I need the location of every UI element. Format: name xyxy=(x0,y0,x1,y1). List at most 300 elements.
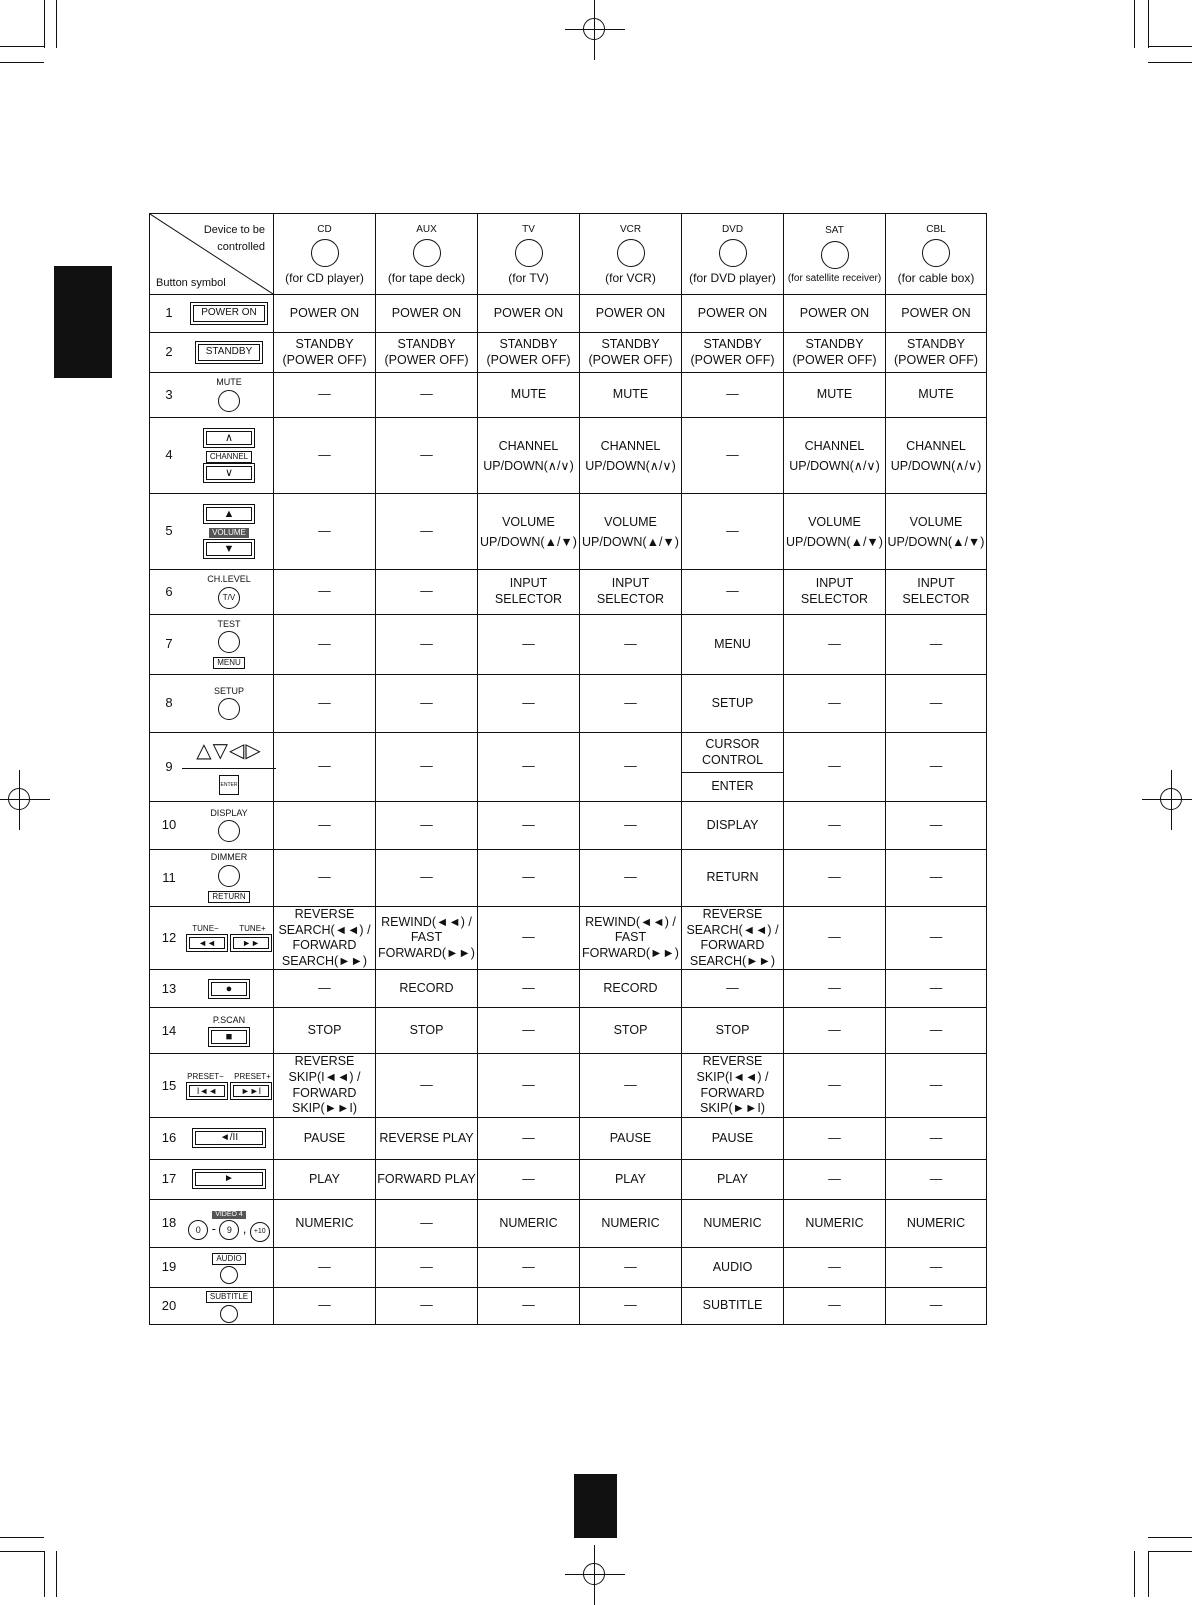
row-number: 3 xyxy=(165,386,173,402)
function-cell-cd: — xyxy=(274,373,376,418)
function-cell-dvd: SETUP xyxy=(682,675,784,733)
remote-function-table xyxy=(149,213,987,1325)
function-cell-aux: REVERSE PLAY xyxy=(376,1117,478,1159)
left-caption: PRESET− xyxy=(187,1071,224,1081)
down-button: ▼ xyxy=(203,539,255,559)
function-cell-sat: CHANNEL UP/DOWN(∧/∨) xyxy=(784,418,886,494)
button-symbol-graphic xyxy=(182,574,276,609)
numeric-zero-button: 0 xyxy=(188,1220,208,1240)
table-row xyxy=(150,1159,987,1199)
device-button-icon xyxy=(922,239,950,267)
function-cell-vcr: NUMERIC xyxy=(580,1199,682,1247)
function-cell-vcr: PAUSE xyxy=(580,1117,682,1159)
function-cell-sat: MUTE xyxy=(784,373,886,418)
function-cell-dvd: PLAY xyxy=(682,1159,784,1199)
table-row xyxy=(150,1247,987,1287)
function-cell-tv: — xyxy=(478,675,580,733)
button-symbol-cell xyxy=(150,1054,274,1118)
function-cell-vcr: INPUT SELECTOR xyxy=(580,570,682,615)
button-symbol-cell xyxy=(150,295,274,333)
function-cell-vcr: REWIND(◄◄) / FAST FORWARD(►►) xyxy=(580,906,682,970)
function-cell-aux: — xyxy=(376,801,478,849)
function-cell-cbl: — xyxy=(886,615,987,675)
function-cell-cd: POWER ON xyxy=(274,295,376,333)
function-cell-aux: POWER ON xyxy=(376,295,478,333)
button-symbol-cell xyxy=(150,801,274,849)
wide-button: ◄/II xyxy=(192,1128,266,1148)
function-cell-cbl: STANDBY (POWER OFF) xyxy=(886,333,987,373)
button-caption: DISPLAY xyxy=(210,807,248,818)
function-cell-sat: — xyxy=(784,733,886,802)
enter-text: ENTER xyxy=(711,779,754,794)
function-cell-cd: — xyxy=(274,615,376,675)
function-cell-tv: — xyxy=(478,849,580,906)
function-cell-tv: POWER ON xyxy=(478,295,580,333)
numeric-nine-button: 9 xyxy=(219,1220,239,1240)
device-name: SAT xyxy=(825,225,844,236)
device-button-icon xyxy=(515,239,543,267)
function-cell-cbl: VOLUME UP/DOWN(▲/▼) xyxy=(886,494,987,570)
function-cell-tv: — xyxy=(478,970,580,1008)
function-cell-vcr: CHANNEL UP/DOWN(∧/∨) xyxy=(580,418,682,494)
device-button-icon xyxy=(413,239,441,267)
function-cell-vcr: — xyxy=(580,733,682,802)
function-cell-vcr: STANDBY (POWER OFF) xyxy=(580,333,682,373)
button-symbol-graphic xyxy=(182,341,276,364)
function-cell-dvd xyxy=(682,733,784,802)
function-cell-aux: — xyxy=(376,1054,478,1118)
function-cell-aux: FORWARD PLAY xyxy=(376,1159,478,1199)
crop-mark xyxy=(44,1551,45,1597)
device-description: (for DVD player) xyxy=(689,271,776,286)
function-cell-sat: POWER ON xyxy=(784,295,886,333)
function-cell-dvd: AUDIO xyxy=(682,1247,784,1287)
function-cell-aux: — xyxy=(376,494,478,570)
row-number: 18 xyxy=(161,1215,177,1231)
circle-button-icon xyxy=(220,1305,238,1323)
function-cell-vcr: VOLUME UP/DOWN(▲/▼) xyxy=(580,494,682,570)
table-row xyxy=(150,801,987,849)
function-cell-cbl: INPUT SELECTOR xyxy=(886,570,987,615)
button-sub-caption: RETURN xyxy=(208,891,249,903)
function-cell-dvd: NUMERIC xyxy=(682,1199,784,1247)
circle-button-icon xyxy=(218,820,240,842)
registration-mark-top xyxy=(565,0,625,60)
function-cell-sat: — xyxy=(784,1008,886,1054)
section-tab xyxy=(54,266,112,378)
table-row xyxy=(150,494,987,570)
function-cell-cd: — xyxy=(274,418,376,494)
button-caption: SUBTITLE xyxy=(206,1291,252,1303)
crop-mark xyxy=(1148,1537,1192,1538)
button-symbol-cell xyxy=(150,1117,274,1159)
button-symbol-graphic xyxy=(182,1128,276,1148)
function-cell-cd: NUMERIC xyxy=(274,1199,376,1247)
function-cell-cd: REVERSE SEARCH(◄◄) / FORWARD SEARCH(►►) xyxy=(274,906,376,970)
function-cell-sat: — xyxy=(784,675,886,733)
page-number-block xyxy=(574,1474,617,1538)
function-cell-vcr: PLAY xyxy=(580,1159,682,1199)
table-row xyxy=(150,849,987,906)
button-symbol-cell xyxy=(150,1199,274,1247)
button-symbol-graphic xyxy=(182,1250,276,1286)
button-symbol-cell xyxy=(150,570,274,615)
right-caption: TUNE+ xyxy=(239,924,266,934)
crop-mark xyxy=(0,1537,44,1538)
button-symbol-cell xyxy=(150,1287,274,1324)
right-skip-button: ►► xyxy=(230,934,272,952)
right-skip-button: ►►I xyxy=(230,1082,272,1100)
crop-mark xyxy=(0,1551,44,1552)
function-cell-aux: — xyxy=(376,373,478,418)
function-cell-tv: NUMERIC xyxy=(478,1199,580,1247)
function-cell-dvd: REVERSE SEARCH(◄◄) / FORWARD SEARCH(►►) xyxy=(682,906,784,970)
table-row xyxy=(150,1054,987,1118)
row-number: 7 xyxy=(165,636,173,652)
button-symbol-graphic xyxy=(182,1288,276,1324)
circle-button-icon xyxy=(220,1266,238,1284)
button-caption: VOLUME xyxy=(209,528,249,538)
row-number: 20 xyxy=(161,1297,177,1313)
function-cell-vcr: — xyxy=(580,801,682,849)
button-caption: CH.LEVEL xyxy=(207,574,251,585)
function-cell-aux: RECORD xyxy=(376,970,478,1008)
function-cell-sat: — xyxy=(784,1117,886,1159)
function-cell-cbl: — xyxy=(886,1117,987,1159)
function-cell-cbl: — xyxy=(886,906,987,970)
button-caption: AUDIO xyxy=(212,1253,245,1265)
function-cell-cbl: — xyxy=(886,733,987,802)
function-cell-tv: — xyxy=(478,733,580,802)
button-symbol-graphic xyxy=(182,1169,276,1189)
function-cell-sat: — xyxy=(784,849,886,906)
button-symbol-graphic xyxy=(182,428,276,484)
button-symbol-graphic xyxy=(182,504,276,560)
function-cell-vcr: MUTE xyxy=(580,373,682,418)
function-cell-sat: — xyxy=(784,615,886,675)
function-cell-tv: — xyxy=(478,1008,580,1054)
button-symbol-graphic xyxy=(182,808,276,843)
function-cell-tv: MUTE xyxy=(478,373,580,418)
function-cell-sat: — xyxy=(784,1159,886,1199)
row-number: 9 xyxy=(165,758,173,774)
function-cell-sat: — xyxy=(784,1287,886,1324)
function-cell-cd: STANDBY (POWER OFF) xyxy=(274,333,376,373)
function-cell-cd: — xyxy=(274,675,376,733)
function-cell-cd: REVERSE SKIP(I◄◄) / FORWARD SKIP(►►I) xyxy=(274,1054,376,1118)
function-cell-dvd: POWER ON xyxy=(682,295,784,333)
button-caption: DIMMER xyxy=(210,852,248,863)
table-row xyxy=(150,333,987,373)
registration-mark-bottom xyxy=(565,1545,625,1605)
crop-mark xyxy=(1148,46,1192,47)
circle-button-icon: T/V xyxy=(218,587,240,609)
button-symbol-cell xyxy=(150,333,274,373)
row-number: 17 xyxy=(161,1171,177,1187)
function-cell-aux: — xyxy=(376,675,478,733)
row-number: 12 xyxy=(161,930,177,945)
function-cell-aux: — xyxy=(376,849,478,906)
crop-mark xyxy=(1148,1551,1192,1552)
device-name: VCR xyxy=(619,223,642,235)
table-row xyxy=(150,418,987,494)
function-cell-dvd: PAUSE xyxy=(682,1117,784,1159)
button-symbol-graphic xyxy=(182,302,276,325)
button-symbol-cell xyxy=(150,373,274,418)
function-cell-cd: PAUSE xyxy=(274,1117,376,1159)
device-name: CBL xyxy=(926,223,946,235)
circle-button-icon xyxy=(218,631,240,653)
row-number: 2 xyxy=(165,344,173,360)
device-name: CD xyxy=(317,223,332,235)
device-description: (for cable box) xyxy=(897,271,975,286)
button-symbol-cell xyxy=(150,615,274,675)
button-symbol-cell xyxy=(150,675,274,733)
function-cell-cbl: CHANNEL UP/DOWN(∧/∨) xyxy=(886,418,987,494)
button-caption: P.SCAN xyxy=(212,1015,246,1026)
function-cell-vcr: — xyxy=(580,1247,682,1287)
button-symbol-cell xyxy=(150,733,274,802)
function-cell-tv: — xyxy=(478,1054,580,1118)
function-cell-aux: STANDBY (POWER OFF) xyxy=(376,333,478,373)
device-header-cd xyxy=(274,214,376,295)
device-header-cbl xyxy=(886,214,987,295)
function-cell-aux: — xyxy=(376,1199,478,1247)
function-cell-cbl: — xyxy=(886,801,987,849)
device-description: (for CD player) xyxy=(285,271,364,286)
table-row xyxy=(150,1117,987,1159)
crop-mark xyxy=(0,46,44,47)
function-cell-cbl: NUMERIC xyxy=(886,1199,987,1247)
device-description: (for VCR) xyxy=(605,271,656,286)
function-cell-aux: — xyxy=(376,570,478,615)
device-name: DVD xyxy=(721,223,744,235)
device-name: AUX xyxy=(416,223,437,235)
function-cell-cbl: — xyxy=(886,1287,987,1324)
button-symbol-cell xyxy=(150,849,274,906)
function-cell-cbl: — xyxy=(886,1247,987,1287)
button-symbol-graphic xyxy=(182,979,276,999)
function-cell-vcr: — xyxy=(580,1054,682,1118)
function-cell-tv: — xyxy=(478,1247,580,1287)
function-cell-cbl: POWER ON xyxy=(886,295,987,333)
function-cell-cbl: — xyxy=(886,675,987,733)
function-cell-vcr: STOP xyxy=(580,1008,682,1054)
button-caption: SETUP xyxy=(213,685,244,696)
down-button: ∨ xyxy=(203,463,255,483)
table-row xyxy=(150,970,987,1008)
function-cell-cbl: — xyxy=(886,970,987,1008)
function-cell-aux: REWIND(◄◄) / FAST FORWARD(►►) xyxy=(376,906,478,970)
left-skip-button: ◄◄ xyxy=(186,934,228,952)
function-cell-sat: — xyxy=(784,906,886,970)
button-symbol-cell xyxy=(150,418,274,494)
table-row xyxy=(150,1199,987,1247)
function-cell-sat: — xyxy=(784,1247,886,1287)
crop-mark xyxy=(56,0,57,48)
function-cell-dvd: REVERSE SKIP(I◄◄) / FORWARD SKIP(►►I) xyxy=(682,1054,784,1118)
button-symbol-cell xyxy=(150,1159,274,1199)
crop-mark xyxy=(1148,62,1192,63)
button-symbol-graphic xyxy=(182,686,276,721)
button-symbol-graphic xyxy=(182,1015,276,1046)
square-button: ● xyxy=(208,979,250,999)
device-heading: Device to be controlled xyxy=(203,224,265,253)
row-number: 1 xyxy=(165,305,173,321)
function-cell-vcr: — xyxy=(580,849,682,906)
row-number: 4 xyxy=(165,447,173,463)
row-number: 5 xyxy=(165,523,173,539)
function-cell-dvd: STANDBY (POWER OFF) xyxy=(682,333,784,373)
function-cell-dvd: — xyxy=(682,373,784,418)
crop-mark xyxy=(1134,0,1135,48)
function-cell-aux: — xyxy=(376,1247,478,1287)
button-symbol-graphic xyxy=(182,739,276,795)
square-button: ■ xyxy=(208,1027,250,1047)
function-cell-vcr: — xyxy=(580,1287,682,1324)
button-symbol-graphic xyxy=(182,377,276,412)
function-cell-cd: — xyxy=(274,1287,376,1324)
row-number: 6 xyxy=(165,583,173,599)
header-corner xyxy=(150,214,274,295)
device-header-aux xyxy=(376,214,478,295)
button-symbol-graphic xyxy=(182,619,276,670)
device-button-icon xyxy=(311,239,339,267)
table-row xyxy=(150,733,987,802)
table-row xyxy=(150,906,987,970)
function-cell-cbl: — xyxy=(886,1159,987,1199)
button-sub-caption: MENU xyxy=(213,657,245,669)
button-symbol-graphic xyxy=(182,1072,276,1100)
function-cell-sat: — xyxy=(784,1054,886,1118)
function-cell-cbl: — xyxy=(886,849,987,906)
function-cell-aux: — xyxy=(376,1287,478,1324)
table-row xyxy=(150,570,987,615)
function-cell-vcr: POWER ON xyxy=(580,295,682,333)
function-cell-tv: INPUT SELECTOR xyxy=(478,570,580,615)
function-cell-cbl: — xyxy=(886,1008,987,1054)
crop-mark xyxy=(1148,1551,1149,1597)
function-cell-cd: STOP xyxy=(274,1008,376,1054)
button-symbol: STANDBY xyxy=(195,341,264,364)
button-caption: VIDEO 4 xyxy=(212,1211,246,1220)
function-cell-aux: — xyxy=(376,733,478,802)
registration-mark-right xyxy=(1142,770,1192,830)
function-cell-cd: — xyxy=(274,570,376,615)
button-symbol-cell xyxy=(150,1008,274,1054)
numeric-plus10-button: +10 xyxy=(250,1222,270,1242)
button-symbol-graphic: VIDEO 4 0 - 9 , +10 xyxy=(182,1205,276,1243)
button-caption: TEST xyxy=(217,619,241,630)
device-description: (for TV) xyxy=(508,271,549,286)
function-cell-tv: — xyxy=(478,906,580,970)
function-cell-aux: — xyxy=(376,418,478,494)
function-cell-cbl: MUTE xyxy=(886,373,987,418)
function-cell-sat: INPUT SELECTOR xyxy=(784,570,886,615)
function-cell-tv: — xyxy=(478,1117,580,1159)
row-number: 13 xyxy=(161,980,177,996)
circle-button-icon xyxy=(218,865,240,887)
function-cell-cd: — xyxy=(274,494,376,570)
function-cell-tv: — xyxy=(478,1159,580,1199)
function-cell-dvd: RETURN xyxy=(682,849,784,906)
crop-mark xyxy=(1148,0,1149,48)
registration-mark-left xyxy=(0,770,50,830)
function-cell-dvd: DISPLAY xyxy=(682,801,784,849)
header-row xyxy=(150,214,987,295)
right-caption: PRESET+ xyxy=(234,1071,271,1081)
button-symbol-cell xyxy=(150,906,274,970)
row-number: 14 xyxy=(161,1022,177,1038)
crop-mark xyxy=(1134,1551,1135,1597)
button-symbol-cell xyxy=(150,494,274,570)
function-cell-cbl: — xyxy=(886,1054,987,1118)
device-description: (for tape deck) xyxy=(387,271,466,286)
row-number: 10 xyxy=(161,817,177,833)
button-caption: CHANNEL xyxy=(206,451,252,463)
button-symbol-graphic xyxy=(182,924,276,952)
cursor-arrow-icons: △▽◁▷ xyxy=(196,739,262,762)
table-row xyxy=(150,615,987,675)
function-cell-vcr: — xyxy=(580,615,682,675)
function-cell-sat: VOLUME UP/DOWN(▲/▼) xyxy=(784,494,886,570)
row-number: 15 xyxy=(161,1077,177,1093)
function-cell-cd: — xyxy=(274,733,376,802)
function-cell-dvd: STOP xyxy=(682,1008,784,1054)
crop-mark xyxy=(44,0,45,48)
function-cell-cd: — xyxy=(274,849,376,906)
cursor-control-text: CURSOR CONTROL xyxy=(682,733,783,773)
function-cell-tv: CHANNEL UP/DOWN(∧/∨) xyxy=(478,418,580,494)
circle-button-icon xyxy=(218,390,240,412)
function-cell-tv: STANDBY (POWER OFF) xyxy=(478,333,580,373)
table-row xyxy=(150,1287,987,1324)
button-caption: MUTE xyxy=(216,377,242,388)
crop-mark xyxy=(56,1551,57,1597)
circle-button-icon xyxy=(218,698,240,720)
crop-mark xyxy=(0,62,44,63)
function-cell-tv: — xyxy=(478,615,580,675)
function-cell-sat: — xyxy=(784,970,886,1008)
device-header-dvd xyxy=(682,214,784,295)
device-name: TV xyxy=(522,223,535,235)
function-cell-vcr: — xyxy=(580,675,682,733)
enter-button: ENTER xyxy=(219,775,239,795)
up-button: ▲ xyxy=(203,504,255,524)
left-skip-button: I◄◄ xyxy=(186,1082,228,1100)
device-button-icon xyxy=(821,241,849,269)
function-cell-cd: — xyxy=(274,1247,376,1287)
button-symbol-cell xyxy=(150,1247,274,1287)
function-cell-tv: VOLUME UP/DOWN(▲/▼) xyxy=(478,494,580,570)
function-cell-cd: PLAY xyxy=(274,1159,376,1199)
row-number: 19 xyxy=(161,1259,177,1275)
device-button-icon xyxy=(719,239,747,267)
button-symbol: POWER ON xyxy=(190,302,268,325)
function-cell-cd: — xyxy=(274,970,376,1008)
function-cell-dvd: — xyxy=(682,970,784,1008)
function-cell-tv: — xyxy=(478,801,580,849)
function-cell-aux: STOP xyxy=(376,1008,478,1054)
table-row xyxy=(150,1008,987,1054)
table-row xyxy=(150,295,987,333)
function-cell-sat: — xyxy=(784,801,886,849)
device-header-tv xyxy=(478,214,580,295)
function-cell-dvd: MENU xyxy=(682,615,784,675)
table-row xyxy=(150,373,987,418)
wide-button: ► xyxy=(192,1169,266,1189)
button-symbol-graphic xyxy=(182,852,276,903)
